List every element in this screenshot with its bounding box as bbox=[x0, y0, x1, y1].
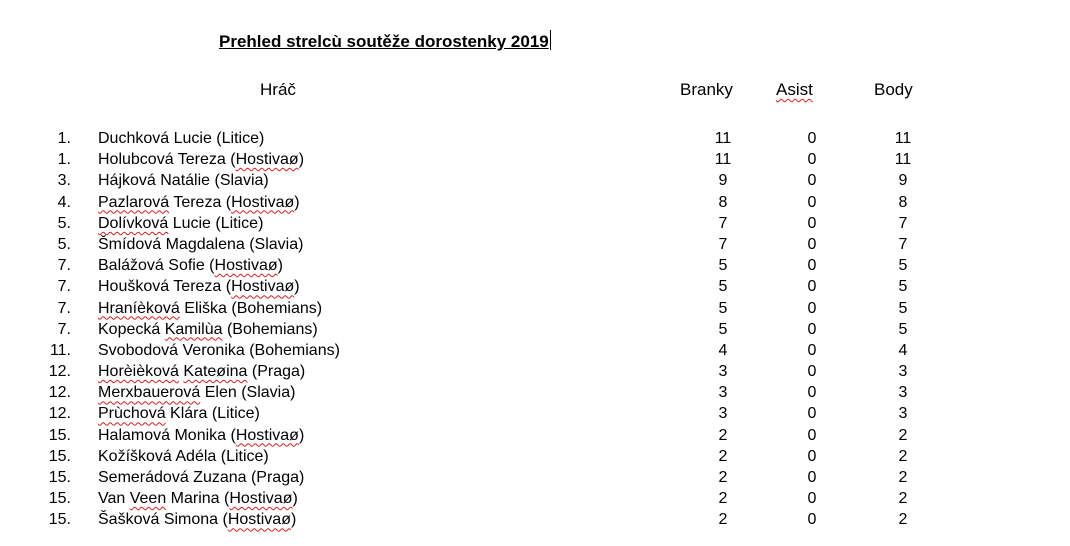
assists-cell: 0 bbox=[807, 447, 817, 465]
table-row bbox=[0, 255, 1070, 276]
player-name-cell: Horèièková Kateøina (Praga) bbox=[98, 363, 306, 381]
assists-cell: 0 bbox=[807, 384, 817, 402]
rank-cell: 15. bbox=[48, 447, 71, 465]
rank-cell: 15. bbox=[48, 426, 71, 444]
player-name-cell: Holubcová Tereza (Hostivaø) bbox=[98, 151, 305, 169]
player-name-cell: Kopecká Kamilùa (Bohemians) bbox=[98, 320, 318, 338]
rank-cell: 3. bbox=[57, 172, 71, 190]
spellcheck-flagged-word: Hostivaø bbox=[231, 193, 295, 211]
rank-cell: 12. bbox=[48, 363, 71, 381]
goals-cell: 5 bbox=[718, 320, 728, 338]
rank-cell: 15. bbox=[48, 511, 71, 529]
rank-cell: 12. bbox=[48, 384, 71, 402]
points-cell: 5 bbox=[898, 299, 908, 317]
goals-cell: 5 bbox=[718, 278, 728, 296]
table-row bbox=[0, 361, 1070, 382]
assists-cell: 0 bbox=[807, 320, 817, 338]
points-cell: 5 bbox=[898, 320, 908, 338]
rank-cell: 7. bbox=[57, 299, 71, 317]
goals-cell: 11 bbox=[714, 151, 732, 169]
spellcheck-flagged-word: Hostivaø bbox=[227, 511, 291, 529]
column-header-points: Body bbox=[874, 80, 913, 99]
points-cell: 2 bbox=[898, 469, 908, 486]
spellcheck-flagged-word: Dolívková bbox=[98, 214, 169, 232]
goals-cell: 2 bbox=[718, 490, 728, 508]
spellcheck-flagged-word: Pazlarová bbox=[98, 193, 170, 211]
table-row bbox=[0, 213, 1070, 234]
assists-cell: 0 bbox=[807, 341, 817, 359]
column-header-player: Hráč bbox=[260, 80, 296, 99]
goals-cell: 2 bbox=[718, 447, 728, 465]
rank-cell: 7. bbox=[57, 320, 71, 338]
points-cell: 11 bbox=[894, 130, 912, 147]
points-cell: 11 bbox=[894, 151, 912, 169]
table-row bbox=[0, 488, 1070, 509]
spellcheck-flagged-word: Kamilùa bbox=[164, 320, 223, 338]
assists-cell: 0 bbox=[807, 405, 817, 423]
player-name-cell: Kožíšková Adéla (Litice) bbox=[98, 447, 269, 465]
column-header-assists: Asist bbox=[776, 80, 813, 99]
rank-cell: 4. bbox=[57, 193, 71, 211]
rank-cell: 5. bbox=[57, 214, 71, 232]
points-cell: 3 bbox=[898, 384, 908, 402]
player-name-cell: Svobodová Veronika (Bohemians) bbox=[98, 341, 340, 359]
goals-cell: 3 bbox=[718, 405, 728, 423]
player-name-cell: Dolívková Lucie (Litice) bbox=[98, 214, 264, 232]
points-cell: 2 bbox=[898, 490, 908, 508]
rank-cell: 12. bbox=[48, 405, 71, 423]
player-name-cell: Pazlarová Tereza (Hostivaø) bbox=[98, 193, 300, 211]
player-name-cell: Šašková Simona (Hostivaø) bbox=[98, 511, 297, 529]
points-cell: 2 bbox=[898, 447, 908, 465]
spellcheck-flagged-word: Horèièková bbox=[98, 363, 179, 381]
points-cell: 2 bbox=[898, 511, 908, 529]
player-name-cell: Šmídová Magdalena (Slavia) bbox=[98, 235, 304, 253]
assists-cell: 0 bbox=[807, 235, 817, 253]
goals-cell: 11 bbox=[714, 130, 732, 147]
table-row bbox=[0, 149, 1070, 170]
table-row bbox=[0, 425, 1070, 446]
table-row bbox=[0, 509, 1070, 530]
spellcheck-flagged-word: Hostivaø bbox=[214, 257, 278, 275]
assists-cell: 0 bbox=[807, 469, 817, 486]
assists-cell: 0 bbox=[807, 426, 817, 444]
assists-cell: 0 bbox=[807, 151, 817, 169]
goals-cell: 3 bbox=[718, 384, 728, 402]
spellcheck-flagged-word: Hostivaø bbox=[235, 426, 299, 444]
player-name-cell: Prùchová Klára (Litice) bbox=[98, 405, 260, 423]
goals-cell: 2 bbox=[718, 426, 728, 444]
column-header-goals: Branky bbox=[680, 80, 733, 99]
table-row bbox=[0, 298, 1070, 319]
scorers-table-body bbox=[0, 128, 1070, 531]
table-row bbox=[0, 192, 1070, 213]
rank-cell: 15. bbox=[48, 490, 71, 508]
assists-cell: 0 bbox=[807, 363, 817, 381]
assists-cell: 0 bbox=[807, 130, 817, 147]
assists-cell: 0 bbox=[807, 172, 817, 190]
spellcheck-flagged-word: Kateøina bbox=[183, 363, 248, 381]
goals-cell: 8 bbox=[718, 193, 728, 211]
player-name-cell: Hájková Natálie (Slavia) bbox=[98, 172, 269, 190]
player-name-cell: Hraníèková Eliška (Bohemians) bbox=[98, 299, 323, 317]
player-name-cell: Merxbauerová Elen (Slavia) bbox=[98, 384, 296, 402]
assists-cell: 0 bbox=[807, 214, 817, 232]
rank-cell: 11. bbox=[49, 341, 71, 359]
goals-cell: 2 bbox=[718, 469, 728, 486]
player-name-cell: Semerádová Zuzana (Praga) bbox=[98, 469, 305, 486]
table-row bbox=[0, 403, 1070, 424]
rank-cell: 5. bbox=[57, 235, 71, 253]
assists-cell: 0 bbox=[807, 257, 817, 275]
spellcheck-flagged-word: Hostivaø bbox=[229, 490, 293, 508]
points-cell: 9 bbox=[898, 172, 908, 190]
table-row bbox=[0, 128, 1070, 149]
rank-cell: 7. bbox=[57, 278, 71, 296]
player-name-cell: Halamová Monika (Hostivaø) bbox=[98, 426, 305, 444]
table-row bbox=[0, 467, 1070, 488]
text-cursor bbox=[550, 30, 551, 50]
table-row bbox=[0, 340, 1070, 361]
assists-cell: 0 bbox=[807, 299, 817, 317]
goals-cell: 5 bbox=[718, 299, 728, 317]
rank-cell: 1. bbox=[57, 151, 71, 169]
goals-cell: 9 bbox=[718, 172, 728, 190]
goals-cell: 5 bbox=[718, 257, 728, 275]
points-cell: 8 bbox=[898, 193, 908, 211]
spellcheck-flagged-word: Veen bbox=[129, 490, 167, 508]
points-cell: 5 bbox=[898, 278, 908, 296]
table-row bbox=[0, 170, 1070, 191]
document-title-text: Prehled strelcù soutěže dorostenky 2019 bbox=[219, 32, 549, 51]
spellcheck-flagged-word: Hostivaø bbox=[235, 151, 299, 169]
goals-cell: 7 bbox=[718, 214, 728, 232]
points-cell: 3 bbox=[898, 405, 908, 423]
assists-cell: 0 bbox=[807, 278, 817, 296]
points-cell: 7 bbox=[898, 235, 908, 253]
rank-cell: 15. bbox=[48, 469, 71, 486]
table-row bbox=[0, 319, 1070, 340]
table-row bbox=[0, 446, 1070, 467]
table-row bbox=[0, 382, 1070, 403]
table-row bbox=[0, 276, 1070, 297]
points-cell: 4 bbox=[898, 341, 908, 359]
table-row bbox=[0, 234, 1070, 255]
goals-cell: 3 bbox=[718, 363, 728, 381]
spellcheck-flagged-word: Hostivaø bbox=[231, 278, 295, 296]
points-cell: 3 bbox=[898, 363, 908, 381]
points-cell: 2 bbox=[898, 426, 908, 444]
player-name-cell: Duchková Lucie (Litice) bbox=[98, 130, 265, 147]
spellcheck-flagged-word: Hraníèková bbox=[98, 299, 180, 317]
player-name-cell: Van Veen Marina (Hostivaø) bbox=[98, 490, 298, 508]
assists-cell: 0 bbox=[807, 511, 817, 529]
points-cell: 5 bbox=[898, 257, 908, 275]
assists-cell: 0 bbox=[807, 193, 817, 211]
assists-cell: 0 bbox=[807, 490, 817, 508]
player-name-cell: Houšková Tereza (Hostivaø) bbox=[98, 278, 300, 296]
rank-cell: 1. bbox=[57, 130, 71, 147]
goals-cell: 7 bbox=[718, 235, 728, 253]
goals-cell: 2 bbox=[718, 511, 728, 529]
rank-cell: 7. bbox=[57, 257, 71, 275]
document-title[interactable] bbox=[219, 30, 551, 53]
spellcheck-flagged-word: Merxbauerová bbox=[98, 384, 201, 402]
player-name-cell: Balážová Sofie (Hostivaø) bbox=[98, 257, 283, 275]
spellcheck-flagged-word: Prùchová bbox=[98, 405, 166, 423]
goals-cell: 4 bbox=[718, 341, 728, 359]
points-cell: 7 bbox=[898, 214, 908, 232]
